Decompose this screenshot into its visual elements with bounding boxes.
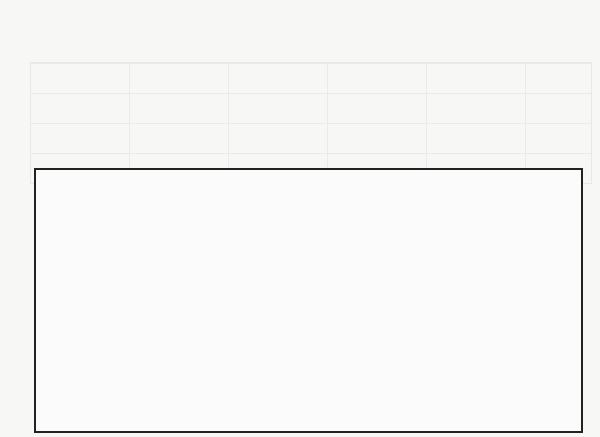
declension-table <box>34 168 583 433</box>
background-faded-table <box>30 62 592 184</box>
